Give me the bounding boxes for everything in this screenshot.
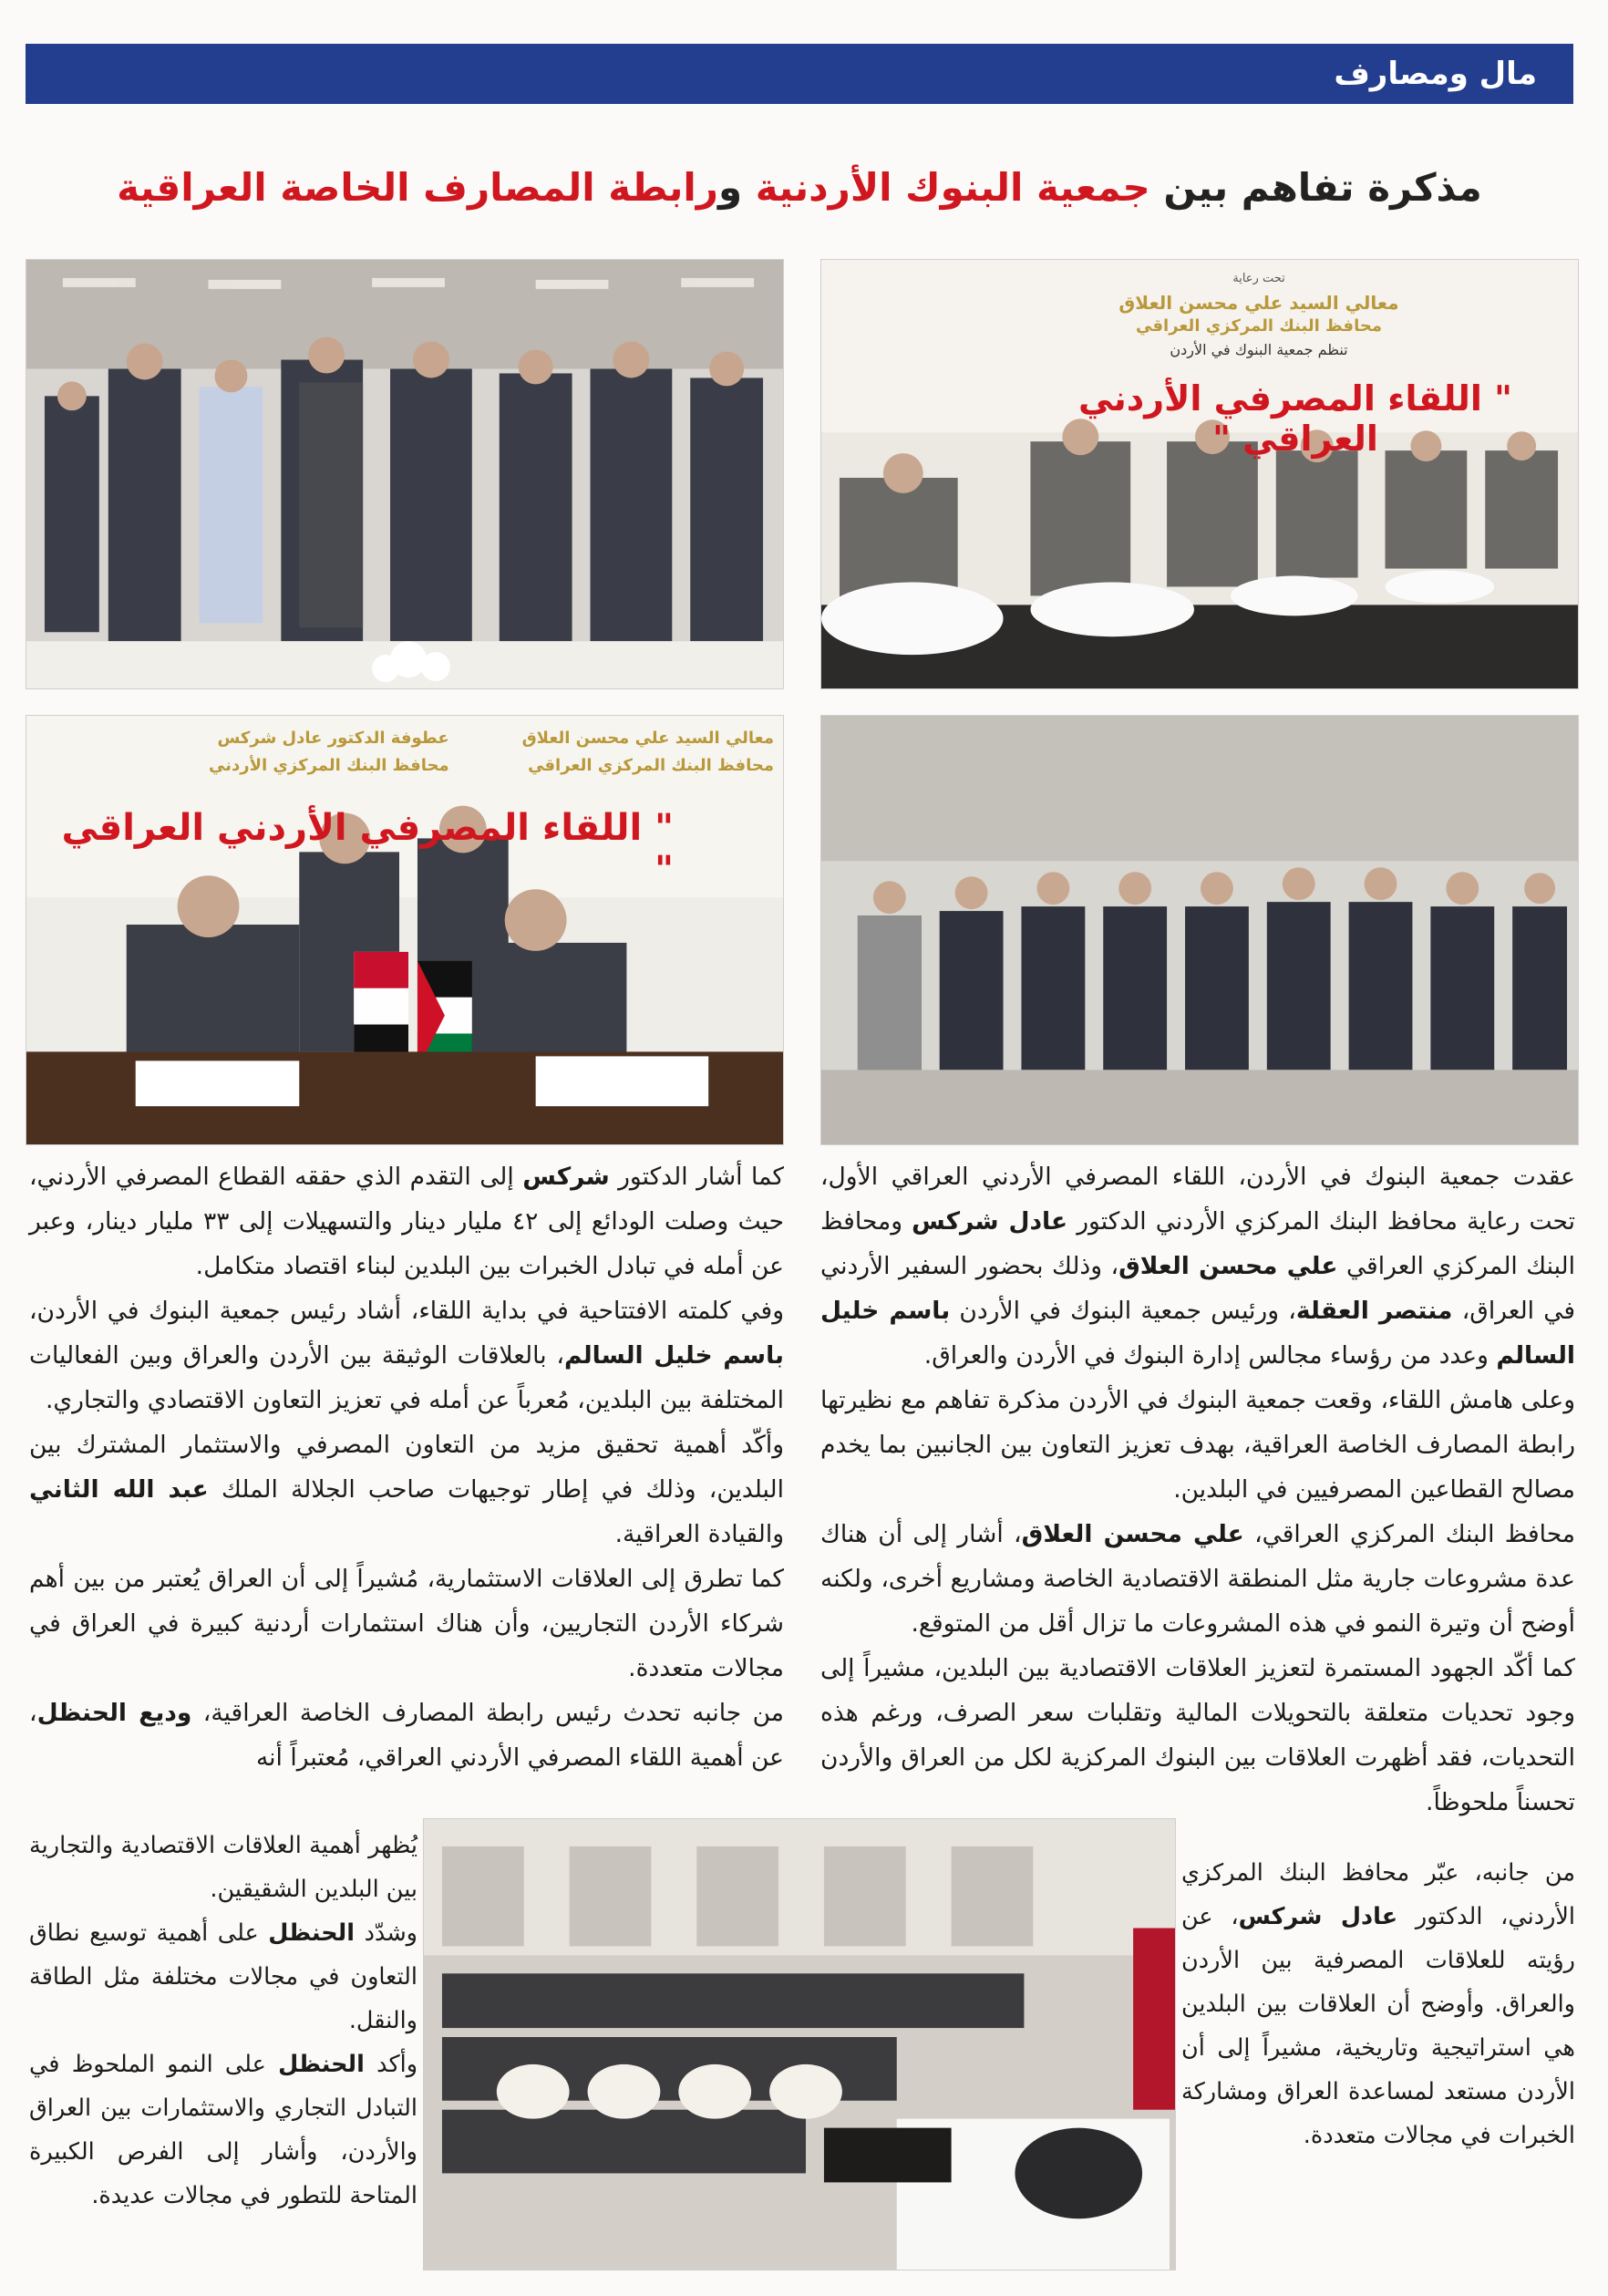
person-name: عادل شركس <box>912 1207 1068 1236</box>
text-run: كما أشار الدكتور <box>609 1163 784 1191</box>
article-column-left-lower <box>29 1824 417 2218</box>
text-run: من جانبه، عبّر محافظ البنك المركزي الأردني، الدكتور <box>1181 1859 1576 1930</box>
text-run: وعدد من رؤساء مجالس إدارة البنوك في الأردن والعراق. <box>923 1341 1497 1370</box>
person-name: الحنظل <box>278 2051 365 2078</box>
article-column-right-lower <box>1181 1851 1575 2157</box>
photo-seated-row <box>820 715 1579 1145</box>
left-paragraph-2 <box>29 1288 784 1422</box>
left-paragraph-7 <box>29 1911 417 2043</box>
stage-banner: " اللقاء المصرفي الأردني العراقي " <box>1078 378 1512 459</box>
text-run: على النمو الملحوظ في التبادل التجاري والاستثمارات بين العراق والأردن، وأشار إلى الفرص الكبيرة المتاحة للتطور في مجالات عديدة. <box>29 2051 417 2209</box>
signing-backdrop-text <box>209 725 774 780</box>
person-name: علي محسن العلاق <box>1118 1252 1338 1280</box>
left-paragraph-3 <box>29 1422 784 1557</box>
backdrop-line-1: تحت رعاية <box>1232 272 1285 285</box>
text-run: ، عن رؤيته للعلاقات المصرفية بين الأردن والعراق. وأوضح أن العلاقات بين البلدين هي استراتيجية وتاريخية، مشيراً إلى أن الأردن مستعد لمساعدة العراق ومشاركة الخبرات في مجالات متعددة. <box>1181 1903 1575 2149</box>
text-run: ، أشار إلى أن هناك عدة مشروعات جارية مثل المنطقة الاقتصادية الخاصة ومشاريع أخرى، ولكنه أوضح أن وتيرة النمو في هذه المشروعات ما تزال أقل من المتوقع. <box>820 1520 1575 1638</box>
signing-banner: " اللقاء المصرفي الأردني العراقي " <box>61 807 674 891</box>
person-name: وديع الحنظل <box>36 1699 192 1727</box>
photo-signing <box>26 715 784 1145</box>
photo-standing-group <box>26 259 784 689</box>
left-paragraph-5 <box>29 1691 784 1780</box>
headline-part-3: و <box>717 165 743 210</box>
section-header-bar <box>26 44 1573 104</box>
right-paragraph-2: وعلى هامش اللقاء، وقعت جمعية البنوك في الأردن مذكرة تفاهم مع نظيرتها رابطة المصارف الخاصة العراقية، بهدف تعزيز التعاون بين الجانبين بما يخدم مصالح القطاعين المصرفيين في البلدين. <box>820 1386 1575 1504</box>
photo-panel-stage <box>820 259 1579 689</box>
person-name: علي محسن العلاق <box>1021 1520 1244 1548</box>
text-run: ، عن أهمية اللقاء المصرفي الأردني العراقي، مُعتبراً أنه <box>29 1699 784 1772</box>
signing-line-1: معالي السيد علي محسن العلاق <box>521 729 774 748</box>
text-run: وأكد <box>364 2051 418 2078</box>
text-run: ، بالعلاقات الوثيقة بين الأردن والعراق وبين الفعاليات المختلفة بين البلدين، مُعرباً عن أمله في تعزيز التعاون الاقتصادي والتجاري. <box>29 1341 784 1414</box>
text-run: ، ورئيس جمعية البنوك في الأردن <box>950 1297 1296 1325</box>
left-paragraph-1 <box>29 1154 784 1288</box>
article-headline <box>26 160 1573 215</box>
person-name: عبد الله الثاني <box>29 1475 209 1504</box>
text-run: ، وذلك بحضور السفير الأردني في العراق، <box>820 1252 1576 1325</box>
left-paragraph-6: يُظهر أهمية العلاقات الاقتصادية والتجارية بين البلدين الشقيقين. <box>29 1832 417 1903</box>
photo-audience-hall <box>423 1818 1176 2270</box>
text-run: والقيادة العراقية. <box>614 1520 784 1548</box>
text-run: وفي كلمته الافتتاحية في بداية اللقاء، أشاد رئيس جمعية البنوك في الأردن، <box>29 1297 784 1325</box>
person-name: الحنظل <box>268 1919 356 1947</box>
left-paragraph-8 <box>29 2043 417 2218</box>
right-paragraph-5 <box>1181 1851 1575 2157</box>
person-name: منتصر العقلة <box>1295 1297 1453 1325</box>
person-name: باسم خليل السالم <box>820 1297 1575 1370</box>
person-name: عادل شركس <box>1238 1903 1398 1930</box>
backdrop-line-3: محافظ البنك المركزي العراقي <box>1136 316 1382 336</box>
text-run: على أهمية توسيع نطاق التعاون في مجالات مختلفة مثل الطاقة والنقل. <box>29 1919 417 2034</box>
text-run: وأكّد أهمية تحقيق مزيد من التعاون المصرفي والاستثمار المشترك بين البلدين، وذلك في إطار توجيهات صاحب الجلالة الملك <box>29 1431 784 1504</box>
text-run: من جانبه تحدث رئيس رابطة المصارف الخاصة العراقية، <box>191 1699 784 1727</box>
headline-part-2: جمعية البنوك الأردنية <box>755 165 1150 210</box>
article-column-left <box>29 1154 784 1780</box>
right-paragraph-3 <box>820 1512 1575 1646</box>
text-run: إلى التقدم الذي حققه القطاع المصرفي الأردني، حيث وصلت الودائع إلى ٤٢ مليار دينار والتسهيلات إلى ٣٣ مليار دينار، وعبر عن أمله في تبادل الخبرات بين البلدين لبناء اقتصاد متكامل. <box>29 1163 784 1280</box>
headline-part-4: رابطة المصارف الخاصة العراقية <box>117 165 718 210</box>
section-title: مال ومصارف <box>1334 56 1537 92</box>
text-run: وشدّد <box>355 1919 418 1947</box>
article-column-right <box>820 1154 1575 1825</box>
backdrop-line-2: معالي السيد علي محسن العلاق <box>1118 292 1399 314</box>
right-paragraph-1 <box>820 1154 1575 1378</box>
right-paragraph-4: كما أكّد الجهود المستمرة لتعزيز العلاقات الاقتصادية بين البلدين، مشيراً إلى وجود تحديات متعلقة بالتحويلات المالية وتقلبات سعر الصرف، ورغم هذه التحديات، فقد أظهرت العلاقات بين البنوك المركزية لكل من العراق والأردن تحسناً ملحوظاً. <box>820 1654 1575 1816</box>
stage-backdrop-text <box>1004 267 1514 362</box>
left-paragraph-4: كما تطرق إلى العلاقات الاستثمارية، مُشيراً إلى أن العراق يُعتبر من بين أهم شركاء الأردن التجاريين، وأن هناك استثمارات أردنية كبيرة في العراق في مجالات متعددة. <box>29 1565 784 1682</box>
signing-line-2: محافظ البنك المركزي العراقي <box>528 756 774 775</box>
person-name: باسم خليل السالم <box>563 1341 784 1370</box>
text-run: محافظ البنك المركزي العراقي، <box>1243 1520 1576 1548</box>
signing-line-4: محافظ البنك المركزي الأردني <box>209 756 449 775</box>
text-run: ومحافظ البنك المركزي العراقي <box>820 1207 1575 1280</box>
headline-part-1: مذكرة تفاهم بين <box>1163 165 1482 210</box>
backdrop-line-4: تنظم جمعية البنوك في الأردن <box>1170 341 1348 358</box>
signing-line-3: عطوفة الدكتور عادل شركس <box>217 729 449 748</box>
text-run: عقدت جمعية البنوك في الأردن، اللقاء المصرفي الأردني العراقي الأول، تحت رعاية محافظ البنك المركزي الأردني الدكتور <box>820 1163 1575 1236</box>
person-name: شركس <box>522 1163 610 1191</box>
